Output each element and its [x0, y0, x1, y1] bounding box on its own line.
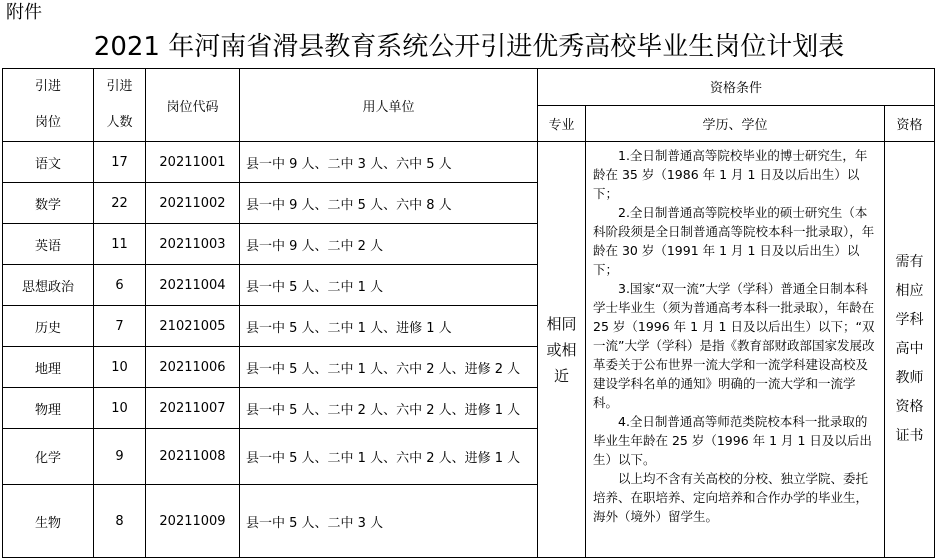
unit-cell: 县一中 5 人、二中 1 人	[240, 265, 538, 306]
unit-cell: 县一中 5 人、二中 2 人、六中 2 人、进修 1 人	[240, 388, 538, 429]
unit-cell: 县一中 9 人、二中 3 人、六中 5 人	[240, 142, 538, 183]
count-cell: 9	[94, 429, 146, 485]
header-education: 学历、学位	[586, 105, 885, 142]
education-requirements-cell	[586, 142, 885, 558]
education-requirement-paragraph: 2.全日制普通高等院校毕业的硕士研究生（本科阶段须是全日制普通高等院校本科一批录取），年龄在 30 岁（1991 年 1 月 1 日及以后出生）以下；	[593, 205, 875, 277]
header-major: 专业	[538, 105, 586, 142]
count-cell: 6	[94, 265, 146, 306]
count-cell: 11	[94, 224, 146, 265]
code-cell: 21021005	[146, 306, 240, 347]
education-requirement-paragraph: 以上均不含有关高校的分校、独立学院、委托培养、在职培养、定向培养和合作办学的毕业生，海外（境外）留学生。	[593, 471, 869, 524]
code-cell: 20211009	[146, 485, 240, 558]
header-count-line1: 引进	[106, 79, 133, 94]
count-cell: 10	[94, 388, 146, 429]
major-text-line: 相同	[546, 314, 577, 333]
code-cell: 20211002	[146, 183, 240, 224]
qualification-text-line: 学科	[895, 312, 924, 328]
post-cell: 思想政治	[3, 265, 94, 306]
unit-cell: 县一中 5 人、二中 3 人	[240, 485, 538, 558]
post-cell: 英语	[3, 224, 94, 265]
unit-cell: 县一中 5 人、二中 1 人、六中 2 人、进修 2 人	[240, 347, 538, 388]
header-qualification-group: 资格条件	[538, 69, 935, 106]
qualification-text-line: 资格	[895, 399, 924, 415]
count-cell: 10	[94, 347, 146, 388]
post-cell: 语文	[3, 142, 94, 183]
position-plan-table	[2, 68, 935, 558]
major-text-line: 近	[553, 366, 569, 385]
post-cell: 物理	[3, 388, 94, 429]
post-cell: 地理	[3, 347, 94, 388]
unit-cell: 县一中 9 人、二中 2 人	[240, 224, 538, 265]
attachment-label: 附件	[6, 2, 42, 23]
education-requirement-paragraph: 3.国家“双一流”大学（学科）普通全日制本科学士毕业生（须为普通高考本科一批录取），年龄在 25 岁（1996 年 1 月 1 日及以后出生）以下；“双一流”大学（学科）是指《教育部财政部国家发展改革委关于公布世界一流大学和一流学科建设高校及建设学科名单的通知》明确的一流大学和一流学科。	[593, 281, 875, 410]
header-code: 岗位代码	[146, 69, 240, 142]
header-unit: 用人单位	[240, 69, 538, 142]
header-count-line2: 人数	[106, 115, 133, 130]
header-count	[94, 69, 146, 142]
code-cell: 20211007	[146, 388, 240, 429]
page-title: 2021 年河南省滑县教育系统公开引进优秀高校毕业生岗位计划表	[93, 32, 845, 62]
post-cell: 生物	[3, 485, 94, 558]
unit-cell: 县一中 5 人、二中 1 人、六中 2 人、进修 1 人	[240, 429, 538, 485]
qualification-text-line: 高中	[895, 341, 924, 357]
code-cell: 20211004	[146, 265, 240, 306]
post-cell: 化学	[3, 429, 94, 485]
qualification-text-line: 教师	[895, 370, 924, 386]
count-cell: 8	[94, 485, 146, 558]
header-qualification: 资格	[885, 105, 935, 142]
post-cell: 历史	[3, 306, 94, 347]
qualification-text-line: 需有	[895, 254, 924, 270]
header-post-line2: 岗位	[34, 115, 61, 130]
count-cell: 17	[94, 142, 146, 183]
education-requirement-paragraph: 1.全日制普通高等院校毕业的博士研究生，年龄在 35 岁（1986 年 1 月 1 日及以后出生）以下；	[593, 148, 868, 201]
header-post	[3, 69, 94, 142]
code-cell: 20211001	[146, 142, 240, 183]
header-post-line1: 引进	[34, 79, 61, 94]
table-row	[3, 142, 935, 183]
count-cell: 7	[94, 306, 146, 347]
education-requirement-paragraph: 4.全日制普通高等师范类院校本科一批录取的毕业生年龄在 25 岁（1996 年 1 月 1 日及以后出生）以下。	[593, 414, 872, 467]
count-cell: 22	[94, 183, 146, 224]
major-text-line: 或相	[546, 340, 577, 359]
unit-cell: 县一中 9 人、二中 5 人、六中 8 人	[240, 183, 538, 224]
post-cell: 数学	[3, 183, 94, 224]
major-cell	[538, 142, 586, 558]
code-cell: 20211006	[146, 347, 240, 388]
code-cell: 20211008	[146, 429, 240, 485]
qualification-cell	[885, 142, 935, 558]
unit-cell: 县一中 5 人、二中 1 人、进修 1 人	[240, 306, 538, 347]
qualification-text-line: 相应	[895, 283, 924, 299]
qualification-text-line: 证书	[895, 428, 924, 444]
code-cell: 20211003	[146, 224, 240, 265]
